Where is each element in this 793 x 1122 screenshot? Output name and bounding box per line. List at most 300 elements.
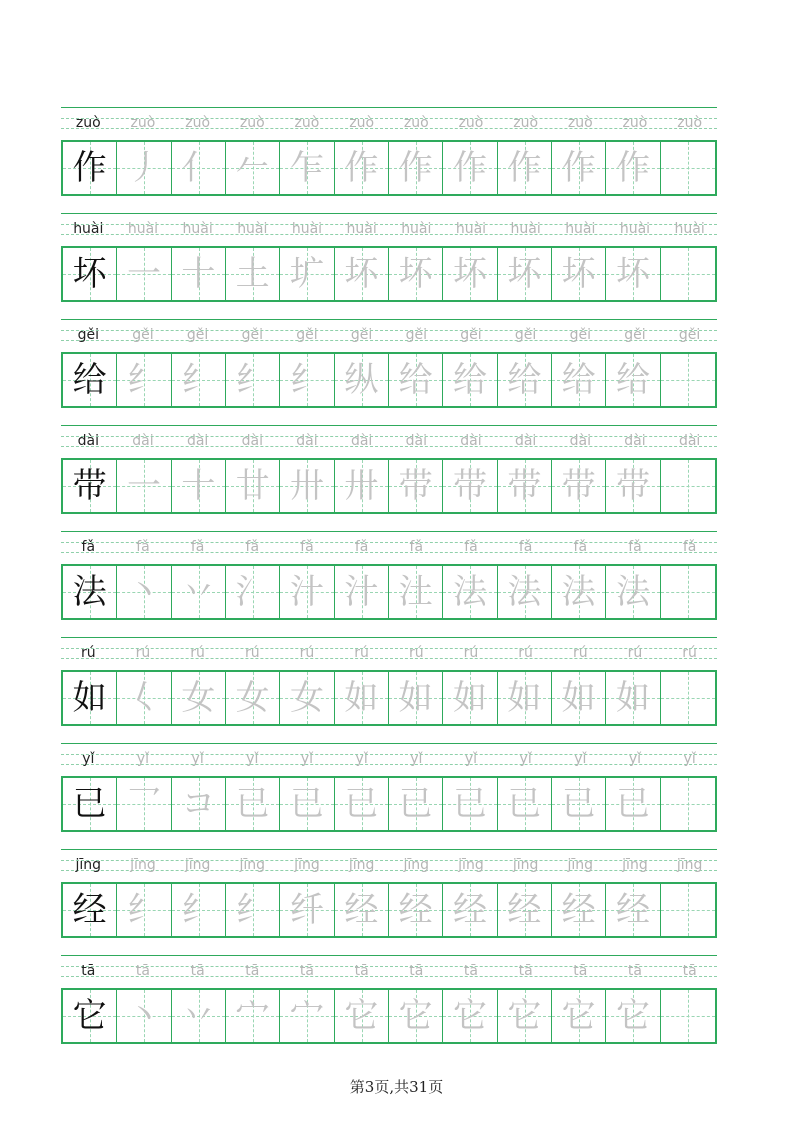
stroke-cell[interactable] xyxy=(552,672,606,724)
stroke-order-character xyxy=(661,142,715,194)
stroke-cell[interactable] xyxy=(280,354,334,406)
stroke-order-character: 坏 xyxy=(507,254,542,294)
pinyin-trace: dài xyxy=(624,433,646,449)
pinyin-trace: dài xyxy=(241,433,263,449)
stroke-cell[interactable] xyxy=(117,566,171,618)
stroke-cell[interactable] xyxy=(552,460,606,512)
stroke-order-character: 已 xyxy=(289,784,324,824)
stroke-order-character: 丷 xyxy=(181,996,216,1036)
stroke-cell[interactable] xyxy=(443,990,497,1042)
pinyin-trace: tā xyxy=(627,963,642,979)
stroke-cell[interactable] xyxy=(606,248,660,300)
stroke-order-character: 汢 xyxy=(398,572,433,612)
stroke-cell[interactable] xyxy=(389,778,443,830)
stroke-cell[interactable] xyxy=(498,990,552,1042)
stroke-cell[interactable] xyxy=(389,672,443,724)
stroke-cell[interactable] xyxy=(172,778,226,830)
stroke-cell[interactable] xyxy=(117,990,171,1042)
pinyin-trace: fǎ xyxy=(518,539,533,555)
stroke-order-character: 纵 xyxy=(344,360,379,400)
pinyin-trace: huài xyxy=(237,221,268,237)
stroke-cell[interactable] xyxy=(172,354,226,406)
stroke-cell[interactable] xyxy=(606,778,660,830)
stroke-cell[interactable] xyxy=(335,142,389,194)
stroke-cell[interactable] xyxy=(172,672,226,724)
writing-practice-sheet xyxy=(61,107,717,1061)
stroke-order-character: 汁 xyxy=(344,572,379,612)
pinyin-trace: fǎ xyxy=(409,539,424,555)
stroke-order-character: 卅 xyxy=(289,466,324,506)
pinyin-trace: huài xyxy=(674,221,705,237)
stroke-order-character: 纟 xyxy=(126,890,161,930)
stroke-cell[interactable] xyxy=(606,354,660,406)
pinyin-trace: gěi xyxy=(514,327,537,343)
stroke-cell[interactable] xyxy=(552,566,606,618)
pinyin-trace: zuò xyxy=(677,115,703,131)
stroke-order-character: 带 xyxy=(398,466,433,506)
pinyin-trace: tā xyxy=(135,963,150,979)
practice-cell[interactable] xyxy=(661,460,715,512)
stroke-cell[interactable] xyxy=(335,460,389,512)
pinyin-trace: yǐ xyxy=(574,751,587,767)
stroke-order-character xyxy=(661,778,715,830)
stroke-cell[interactable] xyxy=(443,884,497,936)
model-character: 它 xyxy=(72,996,107,1036)
pinyin-trace: huài xyxy=(510,221,541,237)
model-character: 给 xyxy=(72,360,107,400)
model-cell[interactable] xyxy=(63,142,117,194)
stroke-cell[interactable] xyxy=(498,460,552,512)
stroke-cell[interactable] xyxy=(117,142,171,194)
practice-cell[interactable] xyxy=(661,672,715,724)
pinyin-trace: tā xyxy=(463,963,478,979)
stroke-cell[interactable] xyxy=(443,778,497,830)
practice-row xyxy=(61,213,717,319)
pinyin-trace: rú xyxy=(518,645,533,661)
practice-row xyxy=(61,849,717,955)
stroke-cell[interactable] xyxy=(335,884,389,936)
pinyin-band xyxy=(61,955,717,987)
stroke-cell[interactable] xyxy=(606,142,660,194)
stroke-order-character: 作 xyxy=(398,148,433,188)
pinyin-trace: dài xyxy=(514,433,537,449)
practice-row xyxy=(61,955,717,1061)
stroke-cell[interactable] xyxy=(226,672,280,724)
stroke-cell[interactable] xyxy=(226,990,280,1042)
stroke-order-character: 如 xyxy=(344,678,379,718)
pinyin-trace: gěi xyxy=(678,327,701,343)
model-cell[interactable] xyxy=(63,990,117,1042)
stroke-order-character: 女 xyxy=(235,678,270,718)
stroke-order-character: 作 xyxy=(615,148,650,188)
pinyin-trace: gěi xyxy=(460,327,482,343)
stroke-order-character: 作 xyxy=(507,148,542,188)
practice-row xyxy=(61,319,717,425)
pinyin-trace: jīng xyxy=(130,857,156,873)
stroke-cell[interactable] xyxy=(280,990,334,1042)
stroke-order-character: 土 xyxy=(235,254,270,294)
stroke-order-character: 卅 xyxy=(344,466,379,506)
stroke-order-character: 纟 xyxy=(289,360,324,400)
stroke-cell[interactable] xyxy=(280,248,334,300)
model-character: 如 xyxy=(72,678,107,718)
pinyin-trace: rú xyxy=(408,645,424,661)
stroke-cell[interactable] xyxy=(117,354,171,406)
pinyin-trace: tā xyxy=(299,963,314,979)
pinyin-band xyxy=(61,425,717,457)
stroke-order-character: 经 xyxy=(398,890,433,930)
stroke-order-character: 宀 xyxy=(235,996,270,1036)
stroke-cell[interactable] xyxy=(226,884,280,936)
stroke-order-character: 已 xyxy=(344,784,379,824)
stroke-cell[interactable] xyxy=(389,248,443,300)
pinyin-trace: dài xyxy=(460,433,482,449)
stroke-cell[interactable] xyxy=(389,990,443,1042)
stroke-cell[interactable] xyxy=(335,778,389,830)
pinyin-label: yǐ xyxy=(82,751,95,767)
pinyin-trace: jīng xyxy=(622,857,648,873)
pinyin-trace: jīng xyxy=(676,857,703,873)
pinyin-trace: huài xyxy=(291,221,323,237)
stroke-cell[interactable] xyxy=(389,142,443,194)
pinyin-trace: tā xyxy=(409,963,424,979)
model-cell[interactable] xyxy=(63,566,117,618)
pinyin-trace: tā xyxy=(518,963,533,979)
stroke-cell[interactable] xyxy=(552,778,606,830)
stroke-order-character: 它 xyxy=(615,996,650,1036)
stroke-order-character: 女 xyxy=(181,678,216,718)
stroke-order-character: 作 xyxy=(344,148,379,188)
practice-row xyxy=(61,107,717,213)
stroke-order-character: 法 xyxy=(615,572,650,612)
stroke-order-character xyxy=(661,672,715,724)
stroke-order-character: 法 xyxy=(452,572,487,612)
stroke-cell[interactable] xyxy=(443,248,497,300)
stroke-order-character: 它 xyxy=(561,996,596,1036)
stroke-cell[interactable] xyxy=(172,566,226,618)
stroke-order-character: コ xyxy=(181,784,216,824)
pinyin-trace: yǐ xyxy=(300,751,314,767)
stroke-order-character xyxy=(661,248,715,300)
model-character: 已 xyxy=(72,784,107,824)
pinyin-band xyxy=(61,743,717,775)
stroke-order-character: 给 xyxy=(561,360,596,400)
stroke-cell[interactable] xyxy=(498,248,552,300)
stroke-order-character: 十 xyxy=(181,466,216,506)
pinyin-trace: zuò xyxy=(294,115,320,131)
stroke-order-character: 坏 xyxy=(615,254,650,294)
character-grid xyxy=(61,564,717,620)
pinyin-trace: fǎ xyxy=(464,539,478,555)
stroke-order-character: 坏 xyxy=(398,254,433,294)
stroke-cell[interactable] xyxy=(443,142,497,194)
stroke-cell[interactable] xyxy=(117,248,171,300)
character-grid xyxy=(61,352,717,408)
stroke-cell[interactable] xyxy=(172,460,226,512)
pinyin-label: dài xyxy=(77,433,99,449)
model-cell[interactable] xyxy=(63,884,117,936)
pinyin-trace: jīng xyxy=(458,857,484,873)
stroke-order-character: 如 xyxy=(561,678,596,718)
character-grid xyxy=(61,246,717,302)
pinyin-trace: gěi xyxy=(350,327,373,343)
model-character: 坏 xyxy=(72,254,107,294)
stroke-order-character: 纟 xyxy=(235,360,270,400)
pinyin-trace: jīng xyxy=(294,857,320,873)
stroke-order-character: 它 xyxy=(398,996,433,1036)
pinyin-trace: fǎ xyxy=(682,539,697,555)
pinyin-band xyxy=(61,319,717,351)
stroke-cell[interactable] xyxy=(280,672,334,724)
stroke-order-character: 如 xyxy=(452,678,487,718)
pinyin-trace: huài xyxy=(455,221,487,237)
stroke-cell[interactable] xyxy=(498,884,552,936)
stroke-cell[interactable] xyxy=(552,884,606,936)
pinyin-trace: jīng xyxy=(512,857,539,873)
model-cell[interactable] xyxy=(63,460,117,512)
stroke-order-character: 一 xyxy=(126,466,161,506)
pinyin-trace: yǐ xyxy=(519,751,532,767)
pinyin-trace: gěi xyxy=(132,327,154,343)
stroke-cell[interactable] xyxy=(443,672,497,724)
stroke-cell[interactable] xyxy=(280,566,334,618)
stroke-cell[interactable] xyxy=(335,990,389,1042)
character-grid xyxy=(61,776,717,832)
stroke-order-character: 已 xyxy=(452,784,487,824)
stroke-order-character: 亻 xyxy=(181,148,216,188)
practice-cell[interactable] xyxy=(661,248,715,300)
stroke-cell[interactable] xyxy=(498,778,552,830)
pinyin-trace: rú xyxy=(135,645,151,661)
stroke-cell[interactable] xyxy=(117,884,171,936)
pinyin-trace: jīng xyxy=(348,857,375,873)
stroke-order-character: 经 xyxy=(344,890,379,930)
practice-cell[interactable] xyxy=(661,990,715,1042)
stroke-cell[interactable] xyxy=(280,884,334,936)
pinyin-label: fǎ xyxy=(81,539,96,555)
character-grid xyxy=(61,670,717,726)
stroke-order-character: 如 xyxy=(507,678,542,718)
stroke-cell[interactable] xyxy=(443,354,497,406)
stroke-cell[interactable] xyxy=(498,672,552,724)
stroke-cell[interactable] xyxy=(389,884,443,936)
model-cell[interactable] xyxy=(63,672,117,724)
stroke-order-character: 经 xyxy=(507,890,542,930)
stroke-cell[interactable] xyxy=(117,778,171,830)
stroke-cell[interactable] xyxy=(172,884,226,936)
pinyin-trace: gěi xyxy=(405,327,427,343)
stroke-cell[interactable] xyxy=(552,248,606,300)
pinyin-band xyxy=(61,107,717,139)
stroke-order-character: 纟 xyxy=(126,360,161,400)
model-cell[interactable] xyxy=(63,248,117,300)
stroke-cell[interactable] xyxy=(498,142,552,194)
stroke-order-character: 作 xyxy=(452,148,487,188)
pinyin-trace: zuò xyxy=(349,115,375,131)
stroke-order-character: 丶 xyxy=(126,572,161,612)
pinyin-label: zuò xyxy=(75,115,101,131)
pinyin-trace: tā xyxy=(573,963,588,979)
stroke-order-character: 十 xyxy=(181,254,216,294)
pinyin-trace: yǐ xyxy=(628,751,642,767)
pinyin-trace: rú xyxy=(299,645,315,661)
stroke-cell[interactable] xyxy=(226,354,280,406)
stroke-cell[interactable] xyxy=(498,354,552,406)
pinyin-band xyxy=(61,637,717,669)
stroke-cell[interactable] xyxy=(389,354,443,406)
stroke-order-character: 它 xyxy=(507,996,542,1036)
pinyin-trace: dài xyxy=(296,433,318,449)
pinyin-trace: yǐ xyxy=(246,751,259,767)
pinyin-trace: tā xyxy=(354,963,369,979)
pinyin-trace: dài xyxy=(186,433,209,449)
stroke-cell[interactable] xyxy=(172,142,226,194)
model-character: 法 xyxy=(72,572,107,612)
stroke-order-character: 经 xyxy=(615,890,650,930)
model-character: 作 xyxy=(72,148,107,188)
stroke-order-character: 给 xyxy=(452,360,487,400)
stroke-cell[interactable] xyxy=(552,990,606,1042)
stroke-order-character xyxy=(661,566,715,618)
stroke-order-character xyxy=(661,354,715,406)
pinyin-band xyxy=(61,849,717,881)
model-cell[interactable] xyxy=(63,778,117,830)
pinyin-trace: gěi xyxy=(569,327,591,343)
stroke-cell[interactable] xyxy=(226,460,280,512)
stroke-order-character: 纟 xyxy=(181,360,216,400)
model-character: 经 xyxy=(72,890,107,930)
stroke-cell[interactable] xyxy=(172,248,226,300)
stroke-cell[interactable] xyxy=(172,990,226,1042)
pinyin-trace: zuò xyxy=(622,115,648,131)
pinyin-trace: dài xyxy=(405,433,427,449)
pinyin-trace: rú xyxy=(190,645,205,661)
practice-cell[interactable] xyxy=(661,884,715,936)
stroke-cell[interactable] xyxy=(226,778,280,830)
pinyin-trace: rú xyxy=(682,645,697,661)
practice-cell[interactable] xyxy=(661,354,715,406)
pinyin-trace: gěi xyxy=(241,327,263,343)
pinyin-trace: yǐ xyxy=(683,751,696,767)
stroke-cell[interactable] xyxy=(606,460,660,512)
pinyin-trace: huài xyxy=(346,221,377,237)
stroke-order-character: 一 xyxy=(126,254,161,294)
pinyin-trace: zuò xyxy=(130,115,156,131)
stroke-order-character: 如 xyxy=(615,678,650,718)
pinyin-trace: dài xyxy=(350,433,373,449)
stroke-order-character: 带 xyxy=(452,466,487,506)
stroke-cell[interactable] xyxy=(443,566,497,618)
pinyin-trace: zuò xyxy=(403,115,429,131)
stroke-order-character: 它 xyxy=(452,996,487,1036)
stroke-order-character: 如 xyxy=(398,678,433,718)
pinyin-trace: fǎ xyxy=(245,539,260,555)
stroke-order-character: 氵 xyxy=(235,572,270,612)
stroke-cell[interactable] xyxy=(335,672,389,724)
stroke-cell[interactable] xyxy=(389,566,443,618)
stroke-cell[interactable] xyxy=(389,460,443,512)
pinyin-trace: gěi xyxy=(624,327,646,343)
practice-cell[interactable] xyxy=(661,142,715,194)
stroke-cell[interactable] xyxy=(606,990,660,1042)
pinyin-trace: rú xyxy=(354,645,369,661)
pinyin-trace: dài xyxy=(132,433,154,449)
pinyin-trace: yǐ xyxy=(410,751,423,767)
pinyin-label: rú xyxy=(80,645,96,661)
practice-cell[interactable] xyxy=(661,566,715,618)
pinyin-trace: gěi xyxy=(186,327,209,343)
character-grid xyxy=(61,140,717,196)
stroke-cell[interactable] xyxy=(226,142,280,194)
pinyin-trace: dài xyxy=(569,433,591,449)
pinyin-label: huài xyxy=(73,221,104,237)
pinyin-trace: rú xyxy=(572,645,588,661)
pinyin-band xyxy=(61,213,717,245)
stroke-cell[interactable] xyxy=(552,142,606,194)
pinyin-trace: huài xyxy=(182,221,213,237)
pinyin-trace: yǐ xyxy=(355,751,368,767)
stroke-cell[interactable] xyxy=(226,248,280,300)
stroke-order-character: 圹 xyxy=(289,254,324,294)
stroke-cell[interactable] xyxy=(280,778,334,830)
stroke-cell[interactable] xyxy=(280,142,334,194)
stroke-order-character: 纤 xyxy=(289,890,324,930)
character-grid xyxy=(61,882,717,938)
stroke-order-character: 给 xyxy=(507,360,542,400)
stroke-order-character: 汁 xyxy=(289,572,324,612)
stroke-cell[interactable] xyxy=(606,884,660,936)
pinyin-trace: tā xyxy=(190,963,205,979)
stroke-cell[interactable] xyxy=(606,566,660,618)
pinyin-trace: rú xyxy=(463,645,479,661)
stroke-cell[interactable] xyxy=(552,354,606,406)
pinyin-trace: dài xyxy=(678,433,701,449)
stroke-cell[interactable] xyxy=(443,460,497,512)
stroke-order-character: 法 xyxy=(561,572,596,612)
pinyin-trace: rú xyxy=(627,645,643,661)
stroke-cell[interactable] xyxy=(335,566,389,618)
stroke-cell[interactable] xyxy=(117,460,171,512)
stroke-cell[interactable] xyxy=(117,672,171,724)
pinyin-trace: fǎ xyxy=(136,539,150,555)
stroke-order-character: 经 xyxy=(452,890,487,930)
stroke-cell[interactable] xyxy=(226,566,280,618)
pinyin-trace: fǎ xyxy=(190,539,205,555)
pinyin-trace: huài xyxy=(127,221,159,237)
stroke-cell[interactable] xyxy=(498,566,552,618)
stroke-cell[interactable] xyxy=(335,354,389,406)
stroke-order-character: 已 xyxy=(235,784,270,824)
stroke-cell[interactable] xyxy=(606,672,660,724)
stroke-cell[interactable] xyxy=(335,248,389,300)
stroke-order-character: 宀 xyxy=(289,996,324,1036)
pinyin-trace: yǐ xyxy=(191,751,204,767)
model-cell[interactable] xyxy=(63,354,117,406)
pinyin-trace: yǐ xyxy=(136,751,150,767)
stroke-order-character: 丿 xyxy=(126,148,161,188)
pinyin-trace: yǐ xyxy=(464,751,478,767)
practice-cell[interactable] xyxy=(661,778,715,830)
practice-row xyxy=(61,743,717,849)
pinyin-band xyxy=(61,531,717,563)
stroke-order-character: 乛 xyxy=(126,784,161,824)
stroke-cell[interactable] xyxy=(280,460,334,512)
stroke-order-character: 已 xyxy=(507,784,542,824)
pinyin-trace: jīng xyxy=(184,857,211,873)
pinyin-trace: jīng xyxy=(567,857,594,873)
stroke-order-character xyxy=(661,884,715,936)
stroke-order-character: 带 xyxy=(615,466,650,506)
